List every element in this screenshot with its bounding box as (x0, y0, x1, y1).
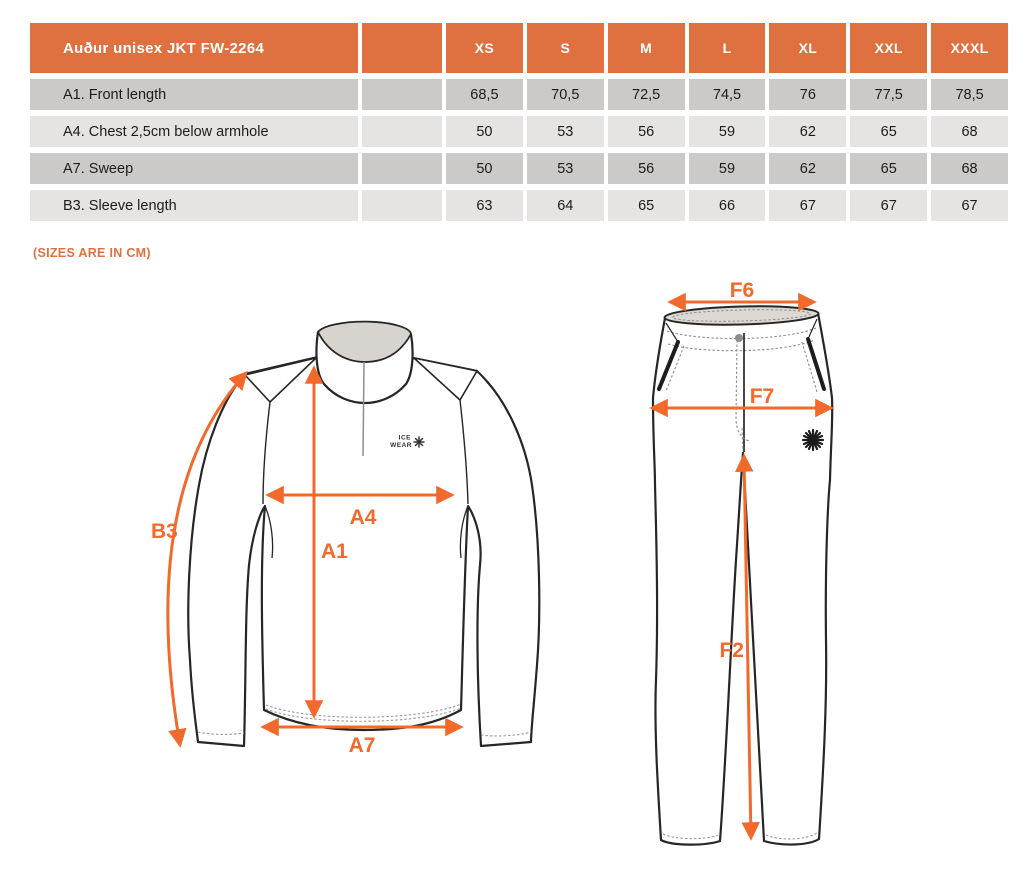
row-spacer-cell (362, 153, 442, 184)
row-spacer-cell (362, 116, 442, 147)
cell-value: 53 (527, 153, 604, 184)
a7-label: A7 (348, 734, 376, 757)
zipper-line (363, 362, 364, 456)
cell-value: 67 (769, 190, 846, 221)
f7-label: F7 (749, 385, 775, 408)
size-col-header-xs: XS (446, 23, 523, 73)
size-col-header-s: S (527, 23, 604, 73)
jacket-drawing (140, 290, 580, 760)
size-col-header-l: L (689, 23, 766, 73)
cell-value: 77,5 (850, 79, 927, 110)
cell-value: 65 (608, 190, 685, 221)
cell-value: 63 (446, 190, 523, 221)
cell-value: 62 (769, 153, 846, 184)
f6-label: F6 (729, 279, 755, 302)
row-spacer-cell (362, 79, 442, 110)
jacket-logo-snowflake-icon (414, 437, 424, 447)
f2-label: F2 (719, 639, 744, 662)
jacket-logo-wear: WEAR (390, 442, 412, 449)
size-col-header-xxxl: XXXL (931, 23, 1008, 73)
b3-label: B3 (151, 520, 178, 543)
size-col-header-xxl: XXL (850, 23, 927, 73)
cell-value: 70,5 (527, 79, 604, 110)
cell-value: 78,5 (931, 79, 1008, 110)
row-spacer-cell (362, 190, 442, 221)
a1-label: A1 (321, 540, 348, 563)
cell-value: 64 (527, 190, 604, 221)
waist-button (735, 334, 743, 342)
cell-value: 68 (931, 116, 1008, 147)
row-label: A7. Sweep (30, 153, 358, 184)
cell-value: 59 (689, 153, 766, 184)
size-chart-table (30, 23, 1008, 221)
pants-logo-snowflake-icon (803, 430, 823, 450)
pants-outline (653, 313, 832, 845)
row-label: B3. Sleeve length (30, 190, 358, 221)
row-label: A1. Front length (30, 79, 358, 110)
pants-drawing (628, 275, 843, 860)
cell-value: 50 (446, 116, 523, 147)
cell-value: 66 (689, 190, 766, 221)
a4-label: A4 (349, 506, 377, 529)
cell-value: 59 (689, 116, 766, 147)
cell-value: 74,5 (689, 79, 766, 110)
cell-value: 53 (527, 116, 604, 147)
cell-value: 67 (931, 190, 1008, 221)
size-col-header-m: M (608, 23, 685, 73)
cell-value: 56 (608, 153, 685, 184)
cell-value: 72,5 (608, 79, 685, 110)
cell-value: 67 (850, 190, 927, 221)
cell-value: 65 (850, 153, 927, 184)
cell-value: 68,5 (446, 79, 523, 110)
cell-value: 56 (608, 116, 685, 147)
sizes-in-cm-note: (SIZES ARE IN CM) (33, 246, 151, 260)
jacket-logo-ice: ICE (398, 434, 411, 442)
cell-value: 65 (850, 116, 927, 147)
header-spacer-cell (362, 23, 442, 73)
row-label: A4. Chest 2,5cm below armhole (30, 116, 358, 147)
cell-value: 76 (769, 79, 846, 110)
cell-value: 50 (446, 153, 523, 184)
cell-value: 68 (931, 153, 1008, 184)
size-col-header-xl: XL (769, 23, 846, 73)
table-title: Auður unisex JKT FW-2264 (30, 23, 358, 73)
cell-value: 62 (769, 116, 846, 147)
